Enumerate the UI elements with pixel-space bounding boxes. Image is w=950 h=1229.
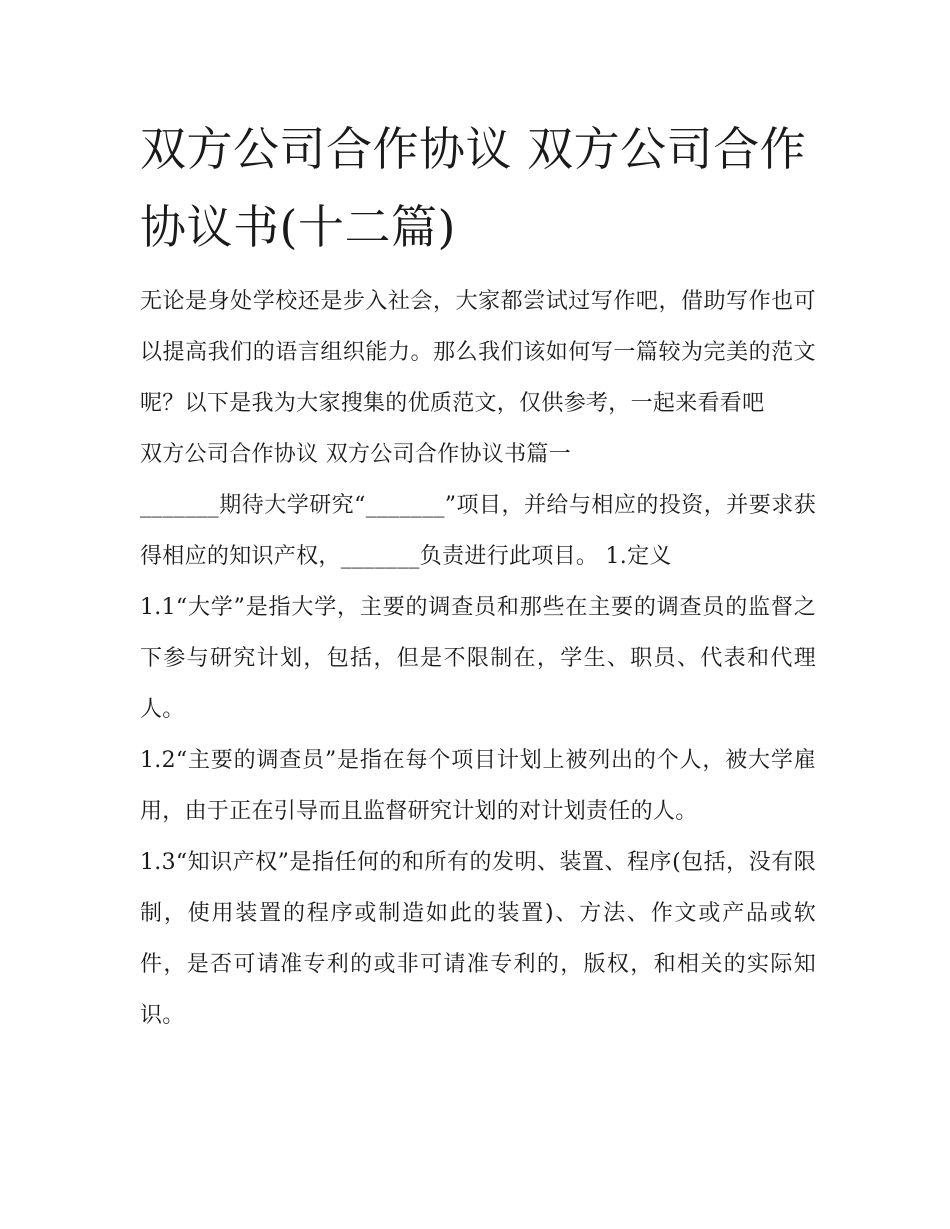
section-heading: 双方公司合作协议 双方公司合作协议书篇一 bbox=[140, 442, 571, 467]
document-title: 双方公司合作协议 双方公司合作协议书(十二篇) bbox=[140, 122, 807, 254]
intro-paragraph: 无论是身处学校还是步入社会，大家都尝试过写作吧，借助写作也可以提高我们的语言组织能力。那么我们该如何写一篇较为完美的范文呢？以下是我为大家搜集的优质范文，仅供参考，一起来看看吧 bbox=[140, 289, 816, 416]
document-body bbox=[140, 276, 816, 1041]
definition-1-1: 1.1“大学”是指大学，主要的调查员和那些在主要的调查员的监督之下参与研究计划，包括，但是不限制在，学生、职员、代表和代理人。 bbox=[140, 595, 816, 722]
definition-1-2: 1.2“主要的调查员”是指在每个项目计划上被列出的个人，被大学雇用，由于正在引导而且监督研究计划的对计划责任的人。 bbox=[140, 748, 816, 824]
definition-1-3: 1.3“知识产权”是指任何的和所有的发明、装置、程序(包括，没有限制，使用装置的程序或制造如此的装置)、方法、作文或产品或软件，是否可请准专利的或非可请准专利的，版权，和相关的实际知识。 bbox=[140, 850, 816, 1028]
agreement-paragraph: _______期待大学研究“_______”项目，并给与相应的投资，并要求获得相应的知识产权，_______负责进行此项目。 1.定义 bbox=[140, 493, 816, 569]
